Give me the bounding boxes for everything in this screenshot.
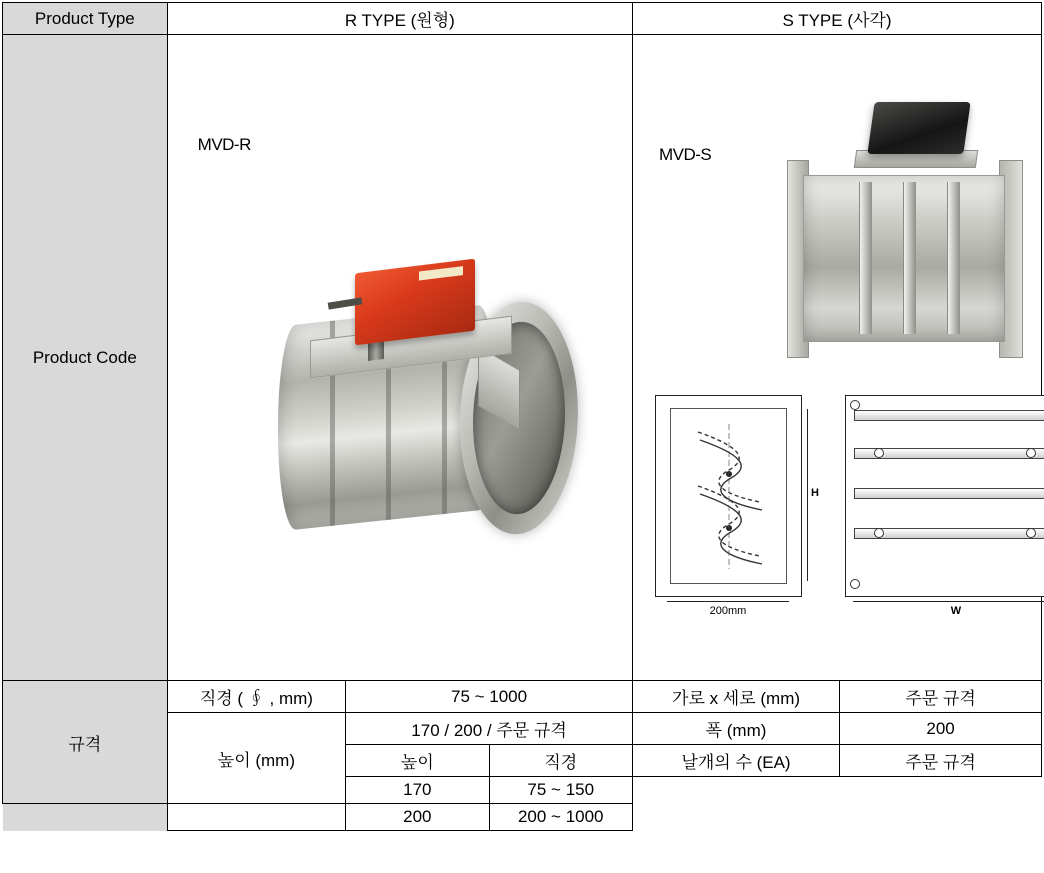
cell-s-empty-2 — [840, 777, 1042, 804]
cell-spec-label-filler — [3, 804, 168, 831]
cell-s-spec-value-3: 주문 규격 — [840, 745, 1042, 777]
corner-screw-icon — [850, 579, 860, 589]
cell-r-diameter-170: 75 ~ 150 — [489, 777, 632, 804]
cell-r-subheader-diameter: 직경 — [489, 745, 632, 777]
s-type-code-label: MVD-S — [658, 145, 712, 164]
damper-blade — [947, 182, 960, 334]
table-row-spec-1 — [3, 681, 1042, 713]
blade-pivot-icon — [1026, 528, 1036, 538]
r-type-code-label: MVD-R — [197, 135, 251, 154]
w-dimension-line — [853, 601, 1044, 602]
s-type-technical-drawing — [655, 395, 1044, 630]
corner-screw-icon — [850, 400, 860, 410]
table-row-product-type — [3, 3, 1042, 35]
blade-pivot-icon — [874, 448, 884, 458]
cell-r-height-200: 200 — [346, 804, 489, 831]
cell-r-diameter-200: 200 ~ 1000 — [489, 804, 632, 831]
cell-s-spec-value-1: 주문 규격 — [840, 681, 1042, 713]
drawing-blade-rail — [854, 488, 1044, 499]
product-spec-table — [2, 2, 1042, 831]
blade-section-curve — [690, 424, 768, 569]
height-dimension-label: H — [810, 487, 819, 499]
black-actuator-motor — [867, 102, 970, 154]
cell-product-type-label: Product Type — [3, 3, 168, 35]
blade-pivot-icon — [1026, 448, 1036, 458]
table-row-product-code — [3, 35, 1042, 681]
drawing-side-view — [655, 395, 802, 597]
cell-r-diameter-value: 75 ~ 1000 — [346, 681, 633, 713]
cell-product-code-label: Product Code — [3, 35, 168, 681]
drawing-front-view — [845, 395, 1044, 597]
cell-r-height-filler — [167, 804, 345, 831]
cell-r-type-image — [167, 35, 632, 681]
cell-s-type-title: S TYPE (사각) — [632, 3, 1041, 35]
w-dimension-label: W — [950, 605, 962, 617]
cell-s-spec-value-2: 200 — [840, 713, 1042, 745]
s-type-damper-photo — [763, 90, 1044, 380]
cell-r-height-value: 170 / 200 / 주문 규격 — [346, 713, 633, 745]
width-200-dimension-line — [667, 601, 789, 602]
width-200-label: 200mm — [709, 605, 747, 617]
cell-s-spec-label-2: 폭 (mm) — [632, 713, 839, 745]
height-dimension-line — [807, 409, 808, 581]
damper-blade — [903, 182, 916, 334]
cell-r-diameter-label: 직경 ( ∮ , mm) — [167, 681, 345, 713]
cell-s-spec-label-1: 가로 x 세로 (mm) — [632, 681, 839, 713]
cell-r-type-title: R TYPE (원형) — [167, 3, 632, 35]
cell-s-spec-label-3: 날개의 수 (EA) — [632, 745, 839, 777]
damper-blade — [859, 182, 872, 334]
cell-s-type-image — [632, 35, 1041, 681]
cell-spec-label: 규격 — [3, 681, 168, 804]
r-type-damper-photo — [250, 230, 580, 580]
cell-s-empty-4 — [840, 804, 1042, 831]
cell-r-height-170: 170 — [346, 777, 489, 804]
drawing-blade-rail — [854, 410, 1044, 421]
cell-r-subheader-height: 높이 — [346, 745, 489, 777]
table-row-spec-5 — [3, 804, 1042, 831]
red-actuator-motor — [355, 259, 475, 346]
blade-pivot-icon — [874, 528, 884, 538]
cell-r-height-label: 높이 (mm) — [167, 713, 345, 804]
cell-s-empty-3 — [632, 804, 839, 831]
cell-s-empty-1 — [632, 777, 839, 804]
